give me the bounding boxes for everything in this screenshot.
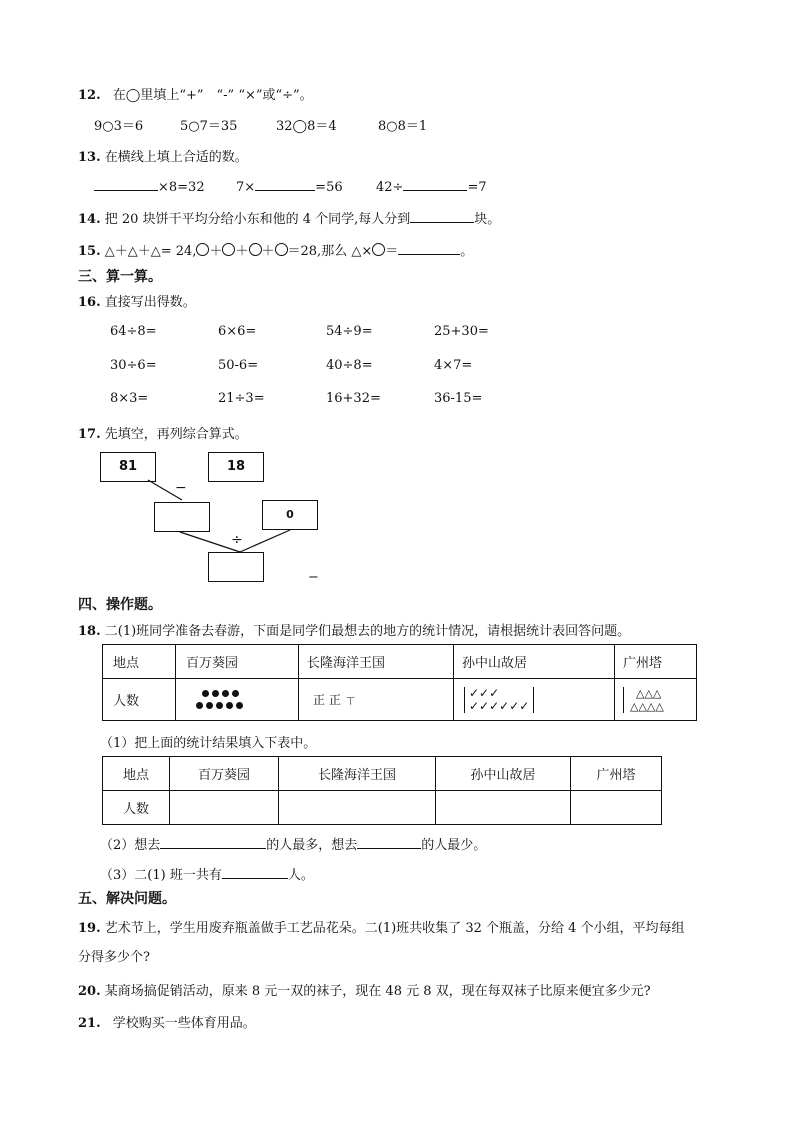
answer-cell[interactable]	[571, 791, 662, 825]
section-heading-3: 三、算一算。	[78, 269, 162, 285]
table-header: 广州塔	[615, 645, 697, 679]
question-number: 18.	[78, 624, 101, 639]
question-19	[78, 917, 685, 936]
question-number: 17.	[78, 427, 101, 442]
question-number: 12.	[78, 88, 101, 103]
triangle-row: △△△△	[630, 699, 664, 713]
question-text: 先填空，再列综合算式。	[104, 427, 248, 442]
calc-item: 40÷8=	[326, 358, 373, 373]
question-21	[78, 1012, 256, 1031]
number-box-81: 81	[100, 452, 156, 482]
question-text: 的人最多，想去	[266, 838, 358, 853]
question-text: 学校购买一些体育用品。	[112, 1016, 256, 1031]
answer-blank[interactable]	[410, 210, 474, 223]
question-12	[78, 84, 313, 103]
equation: 9○3＝6	[94, 119, 144, 134]
calc-item: 30÷6=	[110, 358, 157, 373]
question-number: 15.	[78, 244, 101, 259]
table-header: 长隆海洋王国	[299, 645, 454, 679]
number-box-18: 18	[208, 452, 264, 482]
question-text: △＋△＋△= 24,	[104, 244, 197, 259]
question-text: 某商场搞促销活动，原来 8 元一双的袜子，现在 48 元 8 双，现在每双袜子比原来便宜多少元?	[104, 984, 651, 999]
table-header: 地点	[103, 645, 176, 679]
row-label: 人数	[103, 679, 176, 721]
expression-text: 42÷	[376, 180, 404, 195]
circle-icon	[196, 243, 209, 256]
question-text: 在横线上填上合适的数。	[104, 150, 248, 165]
question-text: （2）想去	[100, 838, 161, 853]
table-header: 孙中山故居	[436, 757, 571, 791]
question-number: 20.	[78, 984, 101, 999]
answer-box[interactable]	[154, 502, 210, 532]
answer-blank[interactable]	[403, 178, 467, 191]
answer-blank[interactable]	[94, 178, 158, 191]
question-text: 的人最少。	[421, 838, 487, 853]
plus-sign: ＋	[261, 244, 275, 259]
table-header: 地点	[103, 757, 170, 791]
section-heading-4: 四、操作题。	[78, 597, 162, 613]
dot-tally	[176, 679, 299, 721]
circle-icon	[249, 243, 262, 256]
question-text: 人。	[287, 868, 314, 883]
question-14	[78, 208, 500, 227]
answer-cell[interactable]	[170, 791, 279, 825]
table-header: 长隆海洋王国	[279, 757, 436, 791]
result-table	[102, 756, 662, 825]
question-text: 直接写出得数。	[104, 295, 196, 310]
table-header: 百万葵园	[170, 757, 279, 791]
answer-cell[interactable]	[279, 791, 436, 825]
question-20	[78, 980, 651, 999]
sub-question-1: （1）把上面的统计结果填入下表中。	[100, 736, 317, 751]
calc-item: 25+30=	[434, 324, 489, 339]
question-17	[78, 423, 248, 442]
zheng-tally: 正 正 ㄒ	[299, 679, 454, 721]
tick-row: ✓✓✓✓✓✓	[469, 698, 530, 713]
fill-expression-c	[376, 178, 487, 195]
answer-cell[interactable]	[436, 791, 571, 825]
triangle-tally	[615, 679, 697, 721]
tick-tally	[454, 679, 615, 721]
plus-sign: ＋	[209, 244, 223, 259]
period: 。	[460, 244, 474, 259]
equation: 8○8＝1	[378, 119, 428, 134]
calc-item: 16+32=	[326, 391, 381, 406]
table-header: 百万葵园	[176, 645, 299, 679]
question-number: 19.	[78, 921, 101, 936]
expression-text: 7×	[236, 180, 256, 195]
equation: 32◯8＝4	[276, 119, 337, 134]
triangle-row: △△△	[636, 686, 662, 700]
table-header: 孙中山故居	[454, 645, 615, 679]
question-text: 二(1)班同学准备去春游，下面是同学们最想去的地方的统计情况，请根据统计表回答问题。	[104, 624, 631, 639]
calc-item: 36-15=	[434, 391, 483, 406]
row-label: 人数	[103, 791, 170, 825]
question-15	[78, 240, 473, 259]
fill-expression-b	[236, 178, 343, 195]
equation: 5○7＝35	[180, 119, 238, 134]
circle-icon	[372, 243, 385, 256]
answer-blank[interactable]	[160, 836, 266, 849]
calc-item: 8×3=	[110, 391, 149, 406]
trailing-dash: −	[308, 570, 319, 585]
expression-text: ×8=32	[158, 180, 205, 195]
question-16	[78, 291, 196, 310]
expression-text: =7	[467, 180, 487, 195]
tick-row: ✓✓✓	[469, 685, 500, 700]
section-heading-5: 五、解决问题。	[78, 891, 176, 907]
question-text: （3）二(1) 班一共有	[100, 868, 222, 883]
question-19-cont: 分得多少个?	[78, 950, 150, 965]
calc-item: 21÷3=	[218, 391, 265, 406]
question-number: 16.	[78, 295, 101, 310]
question-number: 14.	[78, 212, 101, 227]
sub-question-3	[100, 864, 314, 883]
divide-sign: ÷	[231, 532, 243, 548]
question-text: 把 20 块饼干平均分给小东和他的 4 个同学,每人分到	[104, 212, 411, 227]
tally-table	[102, 644, 697, 721]
number-box-0: 0	[262, 500, 318, 530]
question-text: 块。	[474, 212, 501, 227]
plus-sign: ＋	[235, 244, 249, 259]
answer-blank[interactable]	[255, 178, 315, 191]
answer-blank[interactable]	[222, 866, 288, 879]
question-text: 艺术节上，学生用废弃瓶盖做手工艺品花朵。二(1)班共收集了 32 个瓶盖，分给 4 个小组，平均每组	[104, 921, 685, 936]
calc-item: 6×6=	[218, 324, 257, 339]
answer-blank[interactable]	[398, 242, 460, 255]
fill-expression-a	[94, 178, 205, 195]
question-text: ＝28,那么 △×	[287, 244, 373, 259]
question-18	[78, 620, 630, 639]
answer-box[interactable]	[208, 552, 264, 582]
question-text: 在◯里填上“+” “-” “×”或“÷”。	[112, 88, 313, 103]
expression-text: =56	[315, 180, 343, 195]
minus-sign: −	[175, 480, 187, 496]
calc-item: 4×7=	[434, 358, 473, 373]
sub-question-2	[100, 834, 486, 853]
table-header: 广州塔	[571, 757, 662, 791]
calc-item: 64÷8=	[110, 324, 157, 339]
question-number: 21.	[78, 1016, 101, 1031]
circle-icon	[222, 243, 235, 256]
calc-item: 50-6=	[218, 358, 259, 373]
circle-icon	[275, 243, 288, 256]
question-number: 13.	[78, 150, 101, 165]
equals-sign: ＝	[385, 244, 399, 259]
question-13	[78, 146, 248, 165]
answer-blank[interactable]	[357, 836, 421, 849]
calc-item: 54÷9=	[326, 324, 373, 339]
